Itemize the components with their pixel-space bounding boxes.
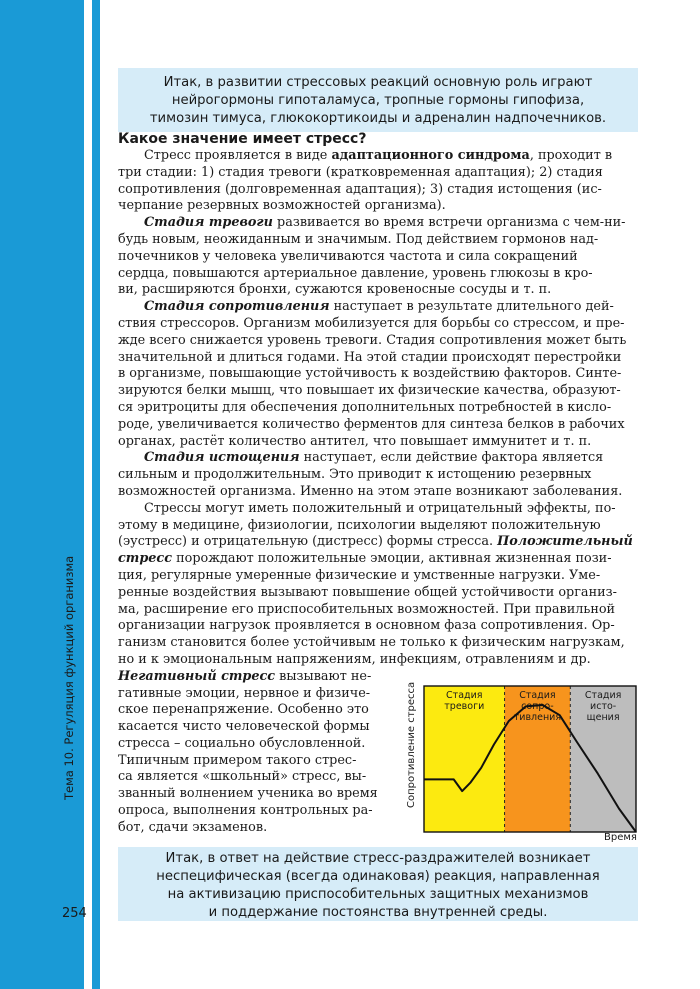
text-line: жде всего снижается уровень тревоги. Стадия сопротивления может быть	[118, 332, 627, 348]
text-line: Стадия тревоги развивается во время встречи организма с чем-ни-	[144, 215, 626, 231]
stage-label: тревоги	[444, 701, 485, 712]
text-line: роде, увеличивается количество ферментов для синтеза белков в рабочих	[118, 416, 625, 432]
stage-label: сопро-	[521, 701, 554, 712]
text-line: Стадия истощения наступает, если действие фактора является	[144, 450, 604, 466]
summary-box-bottom	[118, 847, 638, 921]
text-line: Стадия сопротивления наступает в результате длительного дей-	[144, 299, 614, 315]
text-line: гативные эмоции, нервное и физиче-	[118, 685, 371, 701]
text-line: ренные воздействия вызывают повышение общей устойчивости организ-	[118, 584, 617, 600]
summary-line: Итак, в ответ на действие стресс-раздражителей возникает	[165, 851, 591, 866]
text-line: ганизм становится более устойчивым не только к физическим нагрузкам,	[118, 635, 625, 651]
summary-line: на активизацию приспособительных защитных механизмов	[167, 887, 589, 902]
left-margin-line	[92, 0, 100, 989]
chart-x-axis-label: Время	[604, 832, 637, 843]
text-line: три стадии: 1) стадия тревоги (кратковременная адаптация); 2) стадия	[118, 164, 603, 180]
text-line: ское перенапряжение. Особенно это	[118, 702, 369, 718]
stage-label: Стадия	[519, 690, 556, 701]
summary-line: Итак, в развитии стрессовых реакций основную роль играют	[163, 75, 593, 90]
wrap-column	[118, 669, 394, 837]
text-line: сердца, повышаются артериальное давление, уровень глюкозы в кро-	[118, 265, 593, 281]
text-line: ма, расширение его приспособительных возможностей. При правильной	[118, 601, 616, 617]
text-line: са является «школьный» стресс, вы-	[118, 769, 367, 785]
text-line: касается чисто человеческой формы	[118, 719, 370, 735]
page-number: 254	[62, 906, 87, 921]
text-line: возможностей организма. Именно на этом этапе возникают заболевания.	[118, 483, 623, 499]
text-line: ви, расширяются бронхи, сужаются кровеносные сосуды и т. п.	[118, 282, 552, 298]
text-line: (эустресс) и отрицательную (дистресс) формы стресса. Положительный	[118, 534, 633, 550]
left-margin-band	[0, 0, 84, 989]
summary-line: и поддержание постоянства внутренней среды.	[208, 905, 548, 920]
text-line: почечников у человека увеличиваются частота и сила сокращений	[118, 248, 578, 264]
stage-label: тивления	[513, 712, 562, 723]
text-line: стресс порождают положительные эмоции, активная жизненная пози-	[118, 551, 612, 567]
text-line: бот, сдачи экзаменов.	[118, 819, 268, 835]
text-line: ствия стрессоров. Организм мобилизуется для борьбы со стрессом, и пре-	[118, 315, 625, 331]
text-line: значительной и длиться годами. На этой стадии происходят перестройки	[118, 349, 622, 365]
text-line: но и к эмоциональным напряжениям, инфекциям, отравлениям и др.	[118, 651, 591, 667]
text-line: черпание резервных возможностей организма).	[118, 198, 446, 214]
section-heading: Какое значение имеет стресс?	[118, 131, 367, 147]
chart-y-axis-label: Сопротивление стресса	[406, 681, 417, 808]
summary-line: нейрогормоны гипоталамуса, тропные гормоны гипофиза,	[171, 93, 585, 108]
text-line: в организме, повышающие устойчивость к воздействию факторов. Синте-	[118, 366, 622, 382]
stress-stages-chart	[400, 680, 640, 848]
summary-line: неспецифическая (всегда одинаковая) реакция, направленная	[156, 869, 600, 884]
text-line: ся эритроциты для обеспечения дополнительных потребностей в кисло-	[118, 399, 612, 415]
stage-label: щения	[586, 712, 620, 723]
text-line: Стресс проявляется в виде адаптационного синдрома, проходит в	[144, 148, 613, 163]
text-line: Стрессы могут иметь положительный и отрицательный эффекты, по-	[144, 500, 616, 516]
text-line: Типичным примером такого стрес-	[118, 752, 357, 768]
text-line: организации нагрузок проявляется в основном фаза сопротивления. Ор-	[118, 618, 615, 634]
text-line: сопротивления (долговременная адаптация); 3) стадия истощения (ис-	[118, 181, 602, 197]
chapter-side-label: Тема 10. Регуляция функций организма	[62, 555, 76, 800]
text-line: этому в медицине, физиологии, психологии выделяют положительную	[118, 517, 601, 533]
stage-label: Стадия	[584, 690, 622, 701]
text-line: сильным и продолжительным. Это приводит к истощению резервных	[118, 467, 592, 483]
text-line: будь новым, неожиданным и значимым. Под действием гормонов над-	[118, 231, 599, 247]
text-line: ция, регулярные умеренные физические и умственные нагрузки. Уме-	[118, 567, 601, 583]
stage-label: Стадия	[446, 690, 483, 701]
text-line: опроса, выполнения контрольных ра-	[118, 803, 373, 819]
summary-box-top	[118, 68, 638, 132]
margin-gap	[84, 0, 92, 989]
text-line: стресса – социально обусловленной.	[118, 735, 366, 751]
text-line: Негативный стресс вызывают не-	[118, 668, 372, 684]
text-line: органах, растёт количество антител, что повышает иммунитет и т. п.	[118, 433, 592, 449]
text-line: званный волнением ученика во время	[118, 786, 378, 802]
text-line: зируются белки мышц, что повышает их физические качества, образуют-	[118, 383, 621, 399]
stage-label: исто-	[590, 701, 617, 712]
summary-line: тимозин тимуса, глюкокортикоиды и адреналин надпочечников.	[149, 111, 607, 126]
